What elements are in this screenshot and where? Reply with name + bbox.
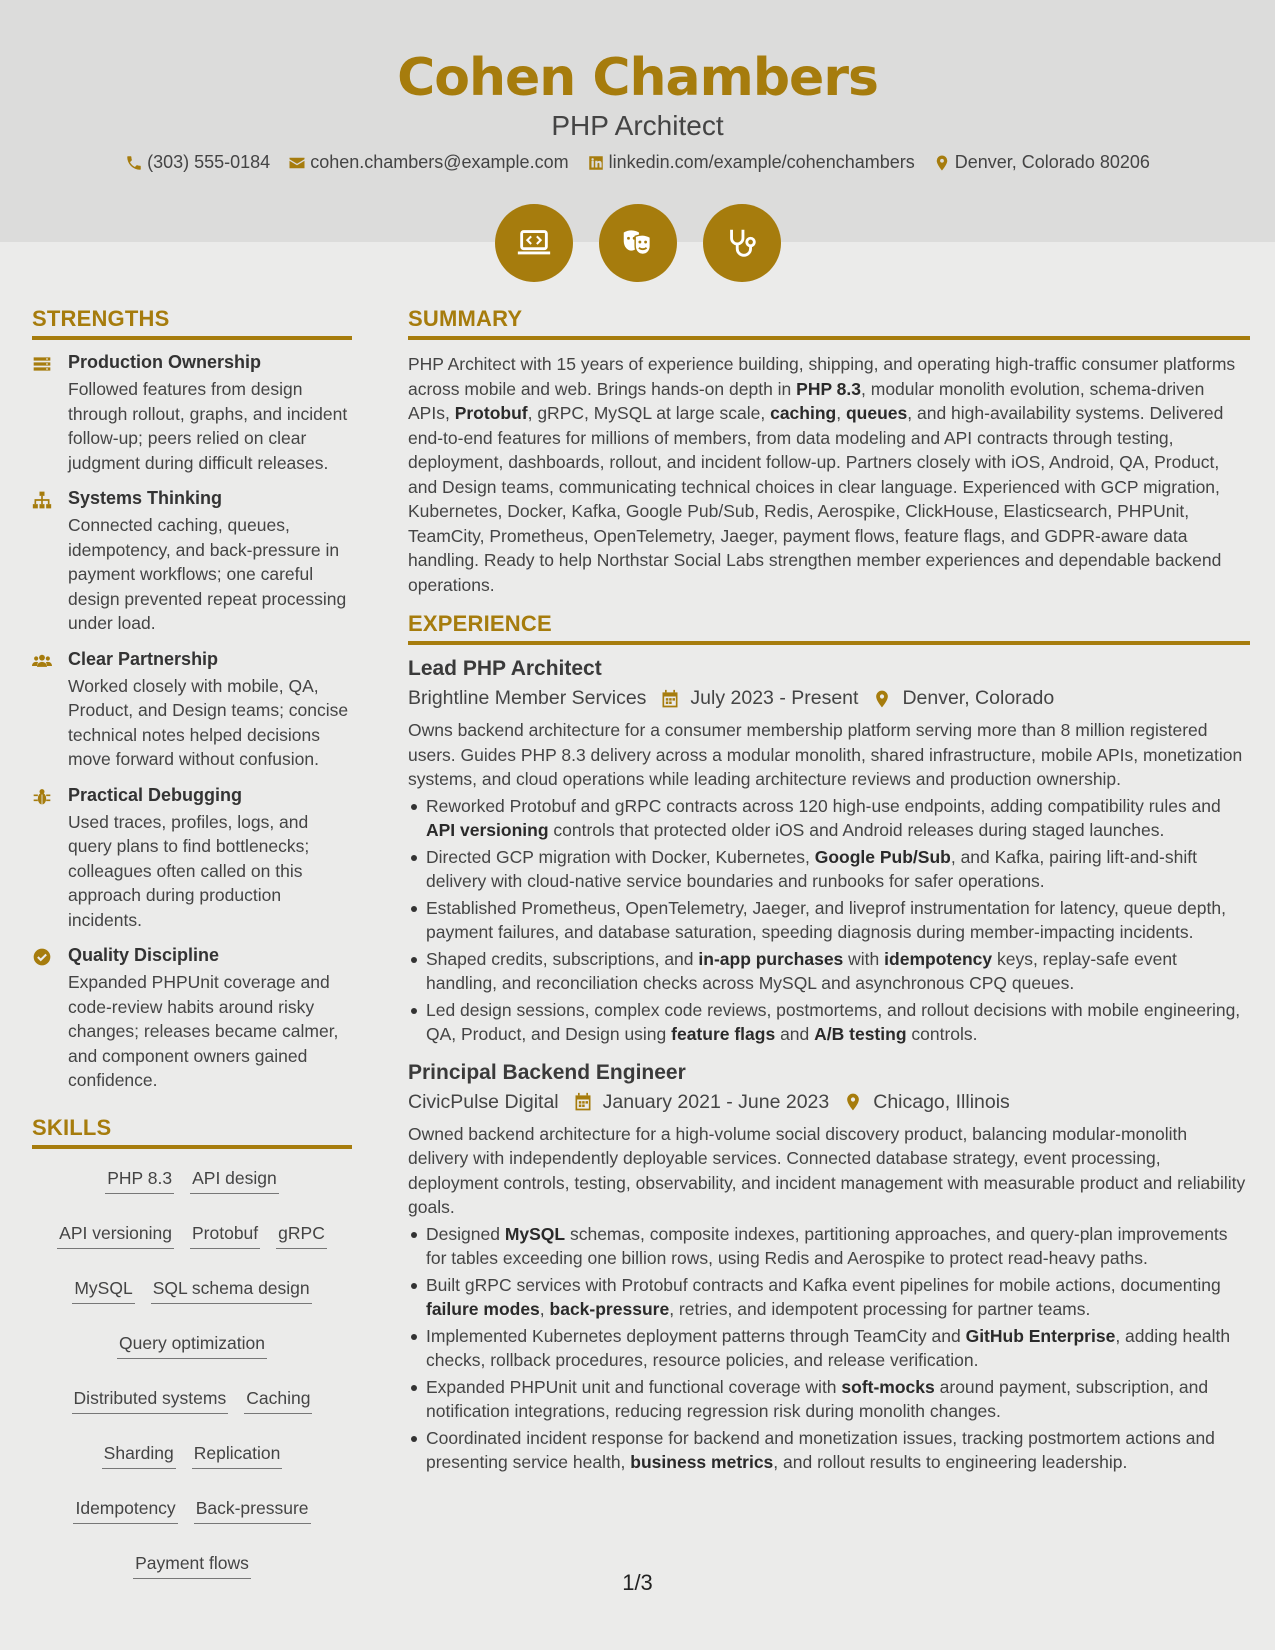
skill-tag: API design [190, 1167, 279, 1194]
job-dates: January 2021 - June 2023 [602, 1090, 830, 1113]
strengths-heading: STRENGTHS [32, 306, 352, 340]
contact-location [933, 152, 1150, 173]
users-icon [32, 651, 52, 671]
strength-title: Quality Discipline [68, 945, 220, 965]
summary-text: PHP Architect with 15 years of experience building, shipping, and operating high-traffic consumer platforms across mobile and web. Brings hands-on depth in PHP 8.3, modular monolith evolution, schema-driven APIs, Protobuf, gRPC, MySQL at large scale, caching, queues, and high-availability systems. Delivered end-to-end features for millions of members, from data modeling and API contracts through testing, deployment, dashboards, rollout, and incident follow-up. Partners closely with iOS, Android, QA, Product, and Design teams, communicating technical choices in clear language. Experienced with GCP migration, Kubernetes, Docker, Kafka, Google Pub/Sub, Redis, Aerospike, ClickHouse, Elasticsearch, PHPUnit, TeamCity, Prometheus, OpenTelemetry, Jaeger, payment flows, feature flags, and GDPR-aware data handling. Ready to help Northstar Social Labs strengthen member experiences and dependable backend operations. [408, 354, 1236, 595]
check-circle-icon [32, 947, 52, 967]
skill-tag: gRPC [276, 1222, 327, 1249]
skill-tag: PHP 8.3 [105, 1167, 174, 1194]
job-dates: July 2023 - Present [690, 687, 859, 709]
skills-list [32, 1161, 352, 1579]
bullet-item: Led design sessions, complex code reviews, postmortems, and rollout decisions with mobile engineering, QA, Product, and Design using feature flags and A/B testing controls. [408, 998, 1250, 1047]
strength-item [32, 488, 352, 636]
job-company: CivicPulse Digital [408, 1090, 559, 1113]
skill-tag: Query optimization [117, 1332, 267, 1359]
sitemap-icon [32, 490, 52, 510]
job-bullets [408, 794, 1250, 1047]
strength-title: Clear Partnership [68, 648, 219, 669]
interest-badges [0, 204, 1275, 282]
strength-item [32, 945, 352, 1093]
bug-icon [32, 787, 52, 807]
job-bullets [408, 1222, 1250, 1475]
calendar-icon [573, 1092, 593, 1112]
skill-tag: Distributed systems [72, 1387, 229, 1414]
contact-phone[interactable] [125, 152, 270, 173]
bullet-item: Established Prometheus, OpenTelemetry, Jaeger, and liveprof instrumentation for latency, queue depth, payment failures, and database saturation, speeding diagnosis during member-impacting incidents. [408, 896, 1250, 945]
strength-item [32, 785, 352, 933]
skill-tag: Payment flows [133, 1552, 251, 1579]
email-text: cohen.chambers@example.com [310, 152, 569, 172]
contact-email[interactable] [288, 152, 568, 173]
bullet-item: Designed MySQL schemas, composite indexes, partitioning approaches, and query-plan improvements for tables exceeding one billion rows, using Redis and Aerospike to protect read-heavy paths. [408, 1222, 1250, 1271]
bullet-item: Shaped credits, subscriptions, and in-app purchases with idempotency keys, replay-safe event handling, and reconciliation checks across MySQL and asynchronous CPQ queues. [408, 947, 1250, 996]
job-company: Brightline Member Services [408, 687, 647, 709]
map-pin-icon [933, 154, 951, 172]
job-description: Owned backend architecture for a high-volume social discovery product, balancing modular-monolith delivery with independently deployable services. Connected database strategy, event processing, deployment controls, testing, observability, and incident management with measurable product and reliability goals. [408, 1123, 1246, 1217]
strength-item [32, 352, 352, 475]
skill-tag: Idempotency [73, 1497, 177, 1524]
strength-text: Used traces, profiles, logs, and query plans to find bottlenecks; colleagues often called on this approach during production incidents. [68, 811, 310, 930]
right-column [408, 306, 1250, 1489]
strength-title: Systems Thinking [68, 488, 223, 508]
job-location: Denver, Colorado [902, 687, 1055, 709]
skill-tag: Replication [192, 1442, 283, 1469]
phone-text: (303) 555-0184 [147, 152, 271, 172]
contact-linkedin[interactable] [587, 152, 915, 173]
candidate-role: PHP Architect [551, 110, 724, 141]
strength-text: Worked closely with mobile, QA, Product, and Design teams; concise technical notes helped decisions move forward without confusion. [68, 675, 349, 769]
contact-bar [0, 152, 1275, 173]
strength-text: Followed features from design through rollout, graphs, and incident follow-up; peers relied on clear judgment during difficult releases. [68, 379, 348, 473]
skill-tag: SQL schema design [151, 1277, 312, 1304]
bullet-item: Implemented Kubernetes deployment patterns through TeamCity and GitHub Enterprise, adding health checks, rollback procedures, resource policies, and release verification. [408, 1324, 1250, 1373]
linkedin-icon [587, 154, 605, 172]
phone-icon [125, 154, 143, 172]
bullet-item: Directed GCP migration with Docker, Kubernetes, Google Pub/Sub, and Kafka, pairing lift-and-shift delivery with cloud-native service boundaries and runbooks for safer operations. [408, 845, 1250, 894]
map-pin-icon [872, 689, 892, 709]
page-number: 1/3 [622, 1570, 653, 1595]
theater-masks-icon [599, 204, 677, 282]
job-location: Chicago, Illinois [873, 1090, 1010, 1113]
server-icon [32, 354, 52, 374]
laptop-code-icon [495, 204, 573, 282]
stethoscope-icon [703, 204, 781, 282]
experience-heading: EXPERIENCE [408, 611, 1250, 645]
job-meta [408, 687, 1250, 710]
skill-tag: Back-pressure [194, 1497, 311, 1524]
job-title: Principal Backend Engineer [408, 1060, 686, 1084]
map-pin-icon [843, 1092, 863, 1112]
skill-tag: API versioning [57, 1222, 174, 1249]
bullet-item: Expanded PHPUnit unit and functional coverage with soft-mocks around payment, subscription, and notification integrations, reducing regression risk during monolith changes. [408, 1375, 1250, 1424]
skill-tag: Sharding [102, 1442, 176, 1469]
skill-tag: Caching [244, 1387, 312, 1414]
strength-text: Connected caching, queues, idempotency, and back-pressure in payment workflows; one careful design prevented repeat processing under load. [68, 515, 347, 633]
job-description: Owns backend architecture for a consumer membership platform serving more than 8 million registered users. Guides PHP 8.3 delivery across a modular monolith, shared infrastructure, mobile APIs, monetization systems, and cloud operations while leading architecture reviews and production ownership. [408, 720, 1243, 789]
bullet-item: Coordinated incident response for backend and monetization issues, tracking postmortem actions and presenting service health, business metrics, and rollout results to engineering leadership. [408, 1426, 1250, 1475]
envelope-icon [288, 154, 306, 172]
strength-title: Production Ownership [68, 352, 262, 372]
bullet-item: Built gRPC services with Protobuf contracts and Kafka event pipelines for mobile actions, documenting failure modes, back-pressure, retries, and idempotent processing for partner teams. [408, 1273, 1250, 1322]
left-column [32, 306, 352, 1579]
bullet-item: Reworked Protobuf and gRPC contracts across 120 high-use endpoints, adding compatibility rules and API versioning controls that protected older iOS and Android releases during staged launches. [408, 794, 1250, 843]
strength-title: Practical Debugging [68, 784, 243, 805]
location-text: Denver, Colorado 80206 [954, 152, 1150, 172]
calendar-icon [660, 689, 680, 709]
skill-tag: Protobuf [190, 1222, 260, 1249]
job-title: Lead PHP Architect [408, 657, 602, 680]
strength-text: Expanded PHPUnit coverage and code-review habits around risky changes; releases became calmer, and component owners gained confidence. [68, 972, 339, 1090]
skills-heading: SKILLS [32, 1115, 352, 1149]
summary-heading: SUMMARY [408, 306, 1250, 340]
linkedin-text: linkedin.com/example/cohenchambers [608, 152, 915, 172]
skill-tag: MySQL [72, 1277, 134, 1304]
candidate-name: Cohen Chambers [397, 48, 878, 108]
job-meta [408, 1091, 1250, 1114]
strength-item [32, 649, 352, 772]
